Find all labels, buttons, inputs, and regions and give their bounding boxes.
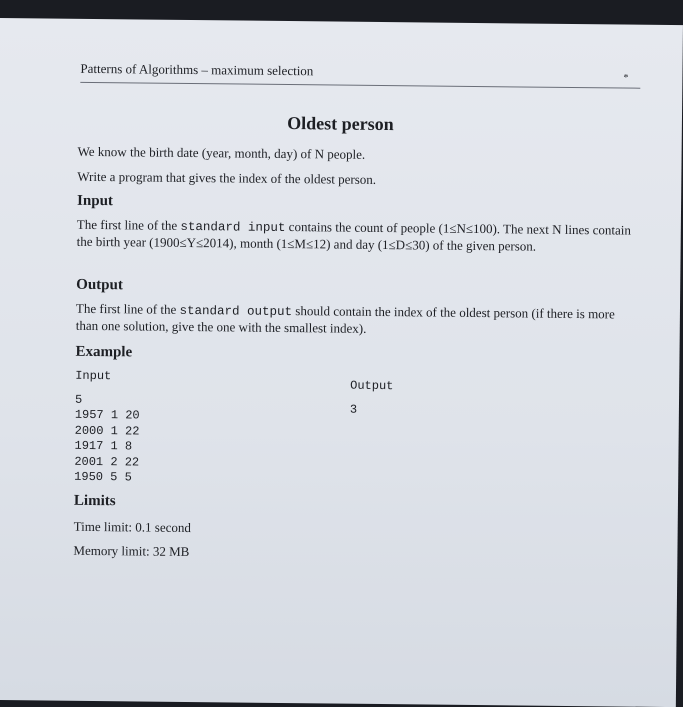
output-text-b: should contain the index of the oldest person (if there is more than one solution, give the one with the smallest index). (75, 303, 615, 336)
example-input-line: 2001 2 22 (74, 454, 140, 469)
example-input-label: Input (75, 368, 112, 384)
intro-line-2: Write a program that gives the index of the oldest person. (77, 168, 377, 187)
input-text-b: contains the count of people (1≤N≤100). The next N lines contain the birth year (1900≤Y≤2014), month (1≤M≤12) and day (1≤D≤30) of the given person. (76, 219, 631, 254)
breadcrumb-text: Patterns of Algorithms – maximum selection (80, 60, 314, 79)
star-mark: * (623, 72, 629, 84)
example-output (350, 379, 394, 418)
example-output-line: 3 (349, 402, 358, 417)
output-description (76, 301, 636, 340)
output-code: standard output (179, 303, 293, 320)
memory-limit: Memory limit: 32 MB (73, 542, 190, 560)
limits-heading: Limits (73, 492, 116, 510)
document-page (0, 18, 683, 707)
input-code: standard input (180, 219, 286, 236)
output-text-a: The first line of the (75, 300, 180, 317)
intro-line-1: We know the birth date (year, month, day) of N people. (77, 143, 366, 162)
example-input-line: 1950 5 5 (74, 469, 132, 485)
example-input-line: 2000 1 22 (74, 423, 140, 438)
example-heading: Example (75, 343, 133, 361)
input-heading: Input (77, 192, 114, 210)
input-text-a: The first line of the (76, 216, 181, 233)
example-output-label: Output (350, 378, 394, 394)
output-heading: Output (76, 276, 123, 294)
example-input-line: 1917 1 8 (74, 438, 133, 454)
example-input-line: 5 (74, 392, 83, 407)
time-limit: Time limit: 0.1 second (73, 518, 192, 536)
example-input (74, 369, 140, 486)
breadcrumb (80, 61, 640, 89)
page-title: Oldest person (287, 113, 394, 135)
example-input-line: 1957 1 20 (74, 407, 140, 423)
input-description (77, 217, 637, 256)
